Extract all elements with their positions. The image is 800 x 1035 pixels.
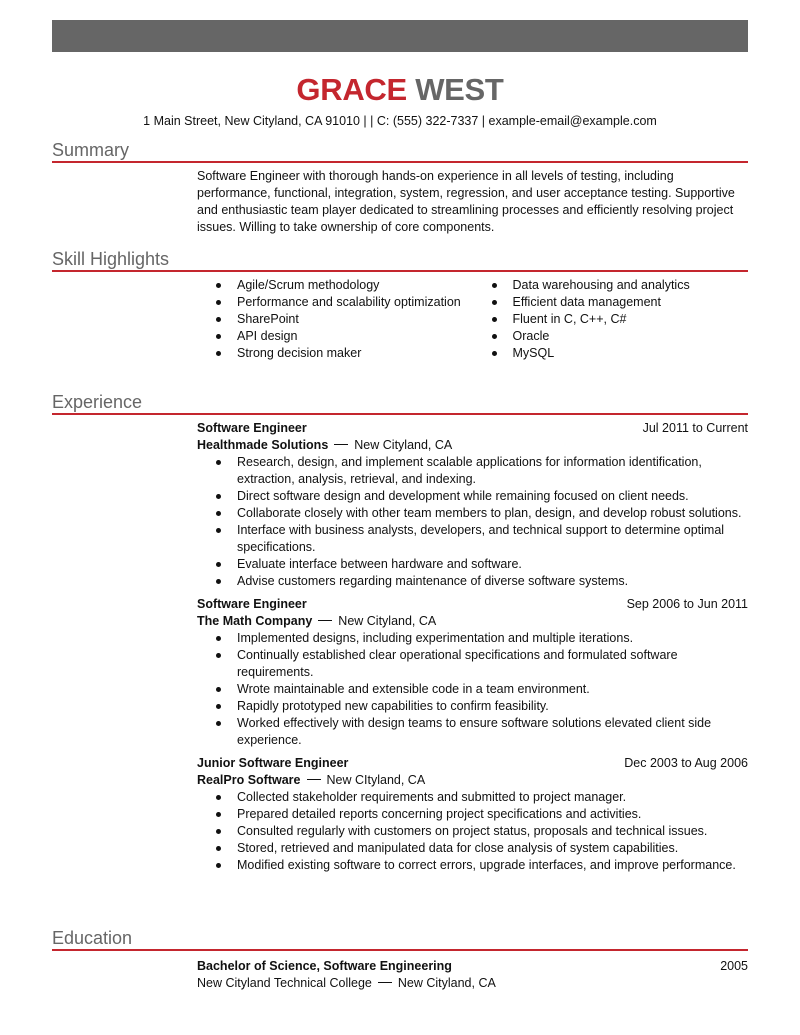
bullet-item: Implemented designs, including experimentation and multiple iterations. bbox=[197, 630, 748, 647]
job-entry bbox=[197, 755, 748, 874]
skill-item: Performance and scalability optimization bbox=[197, 294, 473, 311]
school: New Cityland Technical College bbox=[197, 976, 372, 990]
job-dates: Jul 2011 to Current bbox=[642, 421, 748, 435]
job-entry bbox=[197, 596, 748, 749]
job-location: New Cityland, CA bbox=[354, 438, 453, 452]
experience-section bbox=[52, 391, 748, 880]
bullet-item: Wrote maintainable and extensible code in a team environment. bbox=[197, 681, 748, 698]
contact-info: 1 Main Street, New Cityland, CA 91010 | | C: (555) 322-7337 | example-email@example.com bbox=[143, 114, 657, 128]
dash-separator bbox=[334, 444, 348, 445]
bullet-item: Evaluate interface between hardware and software. bbox=[197, 556, 748, 573]
dash-separator bbox=[307, 779, 321, 780]
job-location: New CItyland, CA bbox=[326, 773, 426, 787]
education-section bbox=[52, 927, 748, 992]
bullet-item: Advise customers regarding maintenance of diverse software systems. bbox=[197, 573, 748, 590]
candidate-name bbox=[0, 70, 800, 110]
skill-item: Fluent in C, C++, C# bbox=[473, 311, 749, 328]
job-company-line bbox=[197, 613, 748, 630]
job-title: Junior Software Engineer bbox=[197, 756, 349, 770]
bullet-item: Stored, retrieved and manipulated data for close analysis of system capabilities. bbox=[197, 840, 748, 857]
skill-item: Oracle bbox=[473, 328, 749, 345]
graduation-year: 2005 bbox=[720, 959, 748, 973]
bullet-item: Prepared detailed reports concerning project specifications and activities. bbox=[197, 806, 748, 823]
job-header bbox=[197, 596, 748, 613]
summary-section bbox=[52, 139, 748, 236]
job-dates: Dec 2003 to Aug 2006 bbox=[624, 756, 748, 770]
bullet-item: Continually established clear operational specifications and formulated software requirements. bbox=[197, 647, 748, 681]
job-company-line bbox=[197, 437, 748, 454]
bullet-item: Consulted regularly with customers on project status, proposals and technical issues. bbox=[197, 823, 748, 840]
bullet-item: Modified existing software to correct errors, upgrade interfaces, and improve performance. bbox=[197, 857, 748, 874]
job-header bbox=[197, 420, 748, 437]
job-bullets bbox=[197, 454, 748, 590]
bullet-item: Collected stakeholder requirements and submitted to project manager. bbox=[197, 789, 748, 806]
job-company-line bbox=[197, 772, 748, 789]
job-entry bbox=[197, 420, 748, 590]
skill-item: API design bbox=[197, 328, 473, 345]
degree: Bachelor of Science, Software Engineering bbox=[197, 959, 452, 973]
skill-item: Data warehousing and analytics bbox=[473, 277, 749, 294]
company: RealPro Software bbox=[197, 773, 301, 787]
bullet-item: Interface with business analysts, developers, and technical support to determine optimal specifications. bbox=[197, 522, 748, 556]
header-bar bbox=[52, 20, 748, 52]
job-title: Software Engineer bbox=[197, 597, 307, 611]
skill-item: MySQL bbox=[473, 345, 749, 362]
bullet-item: Research, design, and implement scalable applications for information identification, extraction, analysis, retrieval, and indexing. bbox=[197, 454, 748, 488]
dash-separator bbox=[378, 982, 392, 983]
skills-list-left bbox=[197, 277, 473, 362]
bullet-item: Worked effectively with design teams to ensure software solutions elevated client side experience. bbox=[197, 715, 748, 749]
job-header bbox=[197, 755, 748, 772]
section-title: Summary bbox=[52, 139, 748, 163]
last-name: WEST bbox=[415, 72, 504, 107]
school-location: New Cityland, CA bbox=[397, 976, 496, 990]
skills-list-right bbox=[473, 277, 749, 362]
bullet-item: Collaborate closely with other team members to plan, design, and develop robust solutions. bbox=[197, 505, 748, 522]
job-bullets bbox=[197, 630, 748, 749]
skill-item: Strong decision maker bbox=[197, 345, 473, 362]
bullet-item: Rapidly prototyped new capabilities to confirm feasibility. bbox=[197, 698, 748, 715]
section-title: Skill Highlights bbox=[52, 248, 748, 272]
job-bullets bbox=[197, 789, 748, 874]
summary-text: Software Engineer with thorough hands-on experience in all levels of testing, including performance, functional, integration, system, regression, and user acceptance testing. Supportive and enthusiastic team player dedicated to streamlining processes and efficiently resolving project issues. Willing to take ownership of core components. bbox=[197, 169, 735, 234]
first-name: GRACE bbox=[296, 72, 407, 107]
dash-separator bbox=[318, 620, 332, 621]
bullet-item: Direct software design and development while remaining focused on client needs. bbox=[197, 488, 748, 505]
section-title: Education bbox=[52, 927, 748, 951]
skills-section bbox=[52, 248, 748, 362]
company: The Math Company bbox=[197, 614, 313, 628]
section-title: Experience bbox=[52, 391, 748, 415]
job-location: New Cityland, CA bbox=[338, 614, 437, 628]
skill-item: Efficient data management bbox=[473, 294, 749, 311]
job-title: Software Engineer bbox=[197, 421, 307, 435]
skill-item: SharePoint bbox=[197, 311, 473, 328]
skill-item: Agile/Scrum methodology bbox=[197, 277, 473, 294]
job-dates: Sep 2006 to Jun 2011 bbox=[626, 597, 748, 611]
company: Healthmade Solutions bbox=[197, 438, 329, 452]
